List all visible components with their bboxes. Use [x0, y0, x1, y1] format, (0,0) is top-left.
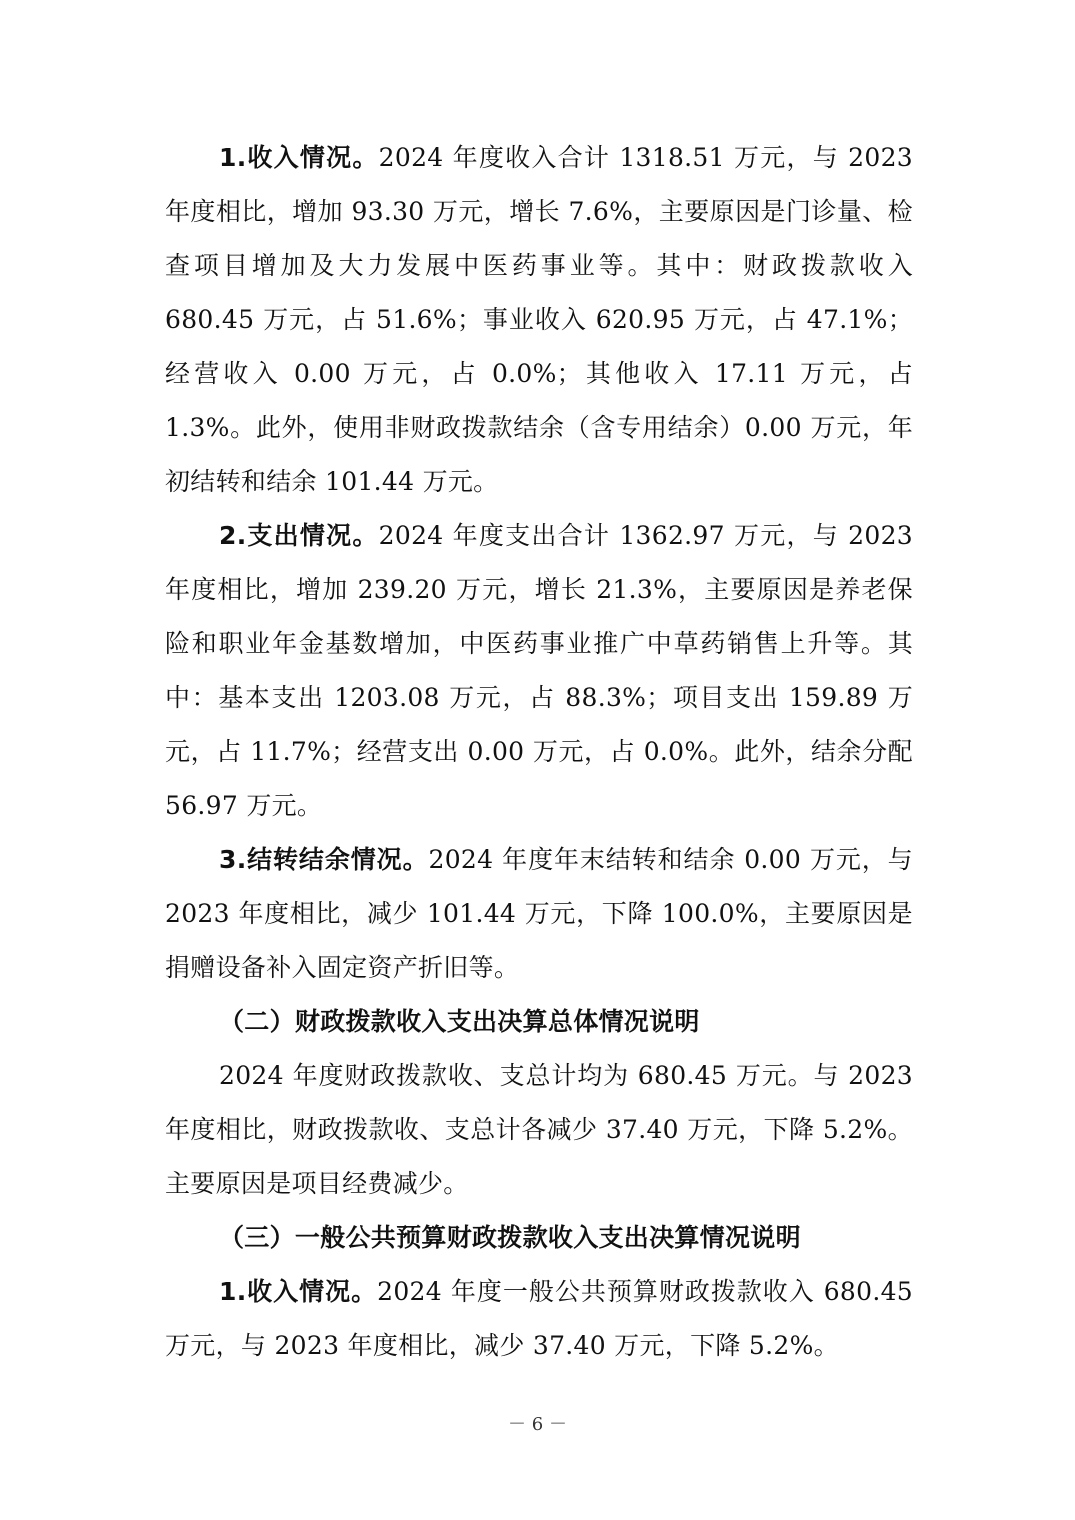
expenditure-text: 2024 年度支出合计 1362.97 万元，与 2023 年度相比，增加 239.20 万元，增长 21.3%，主要原因是养老保险和职业年金基数增加，中医药事业推广中草药销售上升等。其中：基本支出 1203.08 万元，占 88.3%；项目支出 159.89 万元，占 11.7%；经营支出 0.00 万元，占 0.0%。此外，结余分配 56.97 万元。: [165, 521, 913, 820]
income-lead: 1.收入情况。: [219, 143, 379, 172]
carryover-text: 2024 年度年末结转和结余 0.00 万元，与 2023 年度相比，减少 101.44 万元，下降 100.0%，主要原因是捐赠设备补入固定资产折旧等。: [165, 845, 913, 982]
income-paragraph: [165, 131, 913, 509]
expenditure-paragraph: [165, 509, 913, 833]
income-text: 2024 年度收入合计 1318.51 万元，与 2023 年度相比，增加 93.30 万元，增长 7.6%，主要原因是门诊量、检查项目增加及大力发展中医药事业等。其中：财政拨款收入 680.45 万元，占 51.6%；事业收入 620.95 万元，占 47.1%；经营收入 0.00 万元，占 0.0%；其他收入 17.11 万元，占 1.3%。此外，使用非财政拨款结余（含专用结余）0.00 万元，年初结转和结余 101.44 万元。: [165, 143, 913, 496]
section-2-heading: （二）财政拨款收入支出决算总体情况说明: [219, 1007, 700, 1036]
section-3-income-paragraph: [165, 1265, 913, 1373]
page-number: － 6 －: [508, 1414, 567, 1435]
section-2-paragraph: 2024 年度财政拨款收、支总计均为 680.45 万元。与 2023 年度相比，财政拨款收、支总计各减少 37.40 万元，下降 5.2%。主要原因是项目经费减少。: [165, 1061, 913, 1198]
section-3-income-text: 2024 年度一般公共预算财政拨款收入 680.45 万元，与 2023 年度相比，减少 37.40 万元，下降 5.2%。: [165, 1277, 913, 1360]
document-body: [165, 131, 913, 1373]
carryover-paragraph: [165, 833, 913, 995]
section-3-heading: （三）一般公共预算财政拨款收入支出决算情况说明: [219, 1223, 801, 1252]
section-3-income-lead: 1.收入情况。: [219, 1277, 378, 1306]
carryover-lead: 3.结转结余情况。: [219, 845, 429, 874]
expenditure-lead: 2.支出情况。: [219, 521, 379, 550]
